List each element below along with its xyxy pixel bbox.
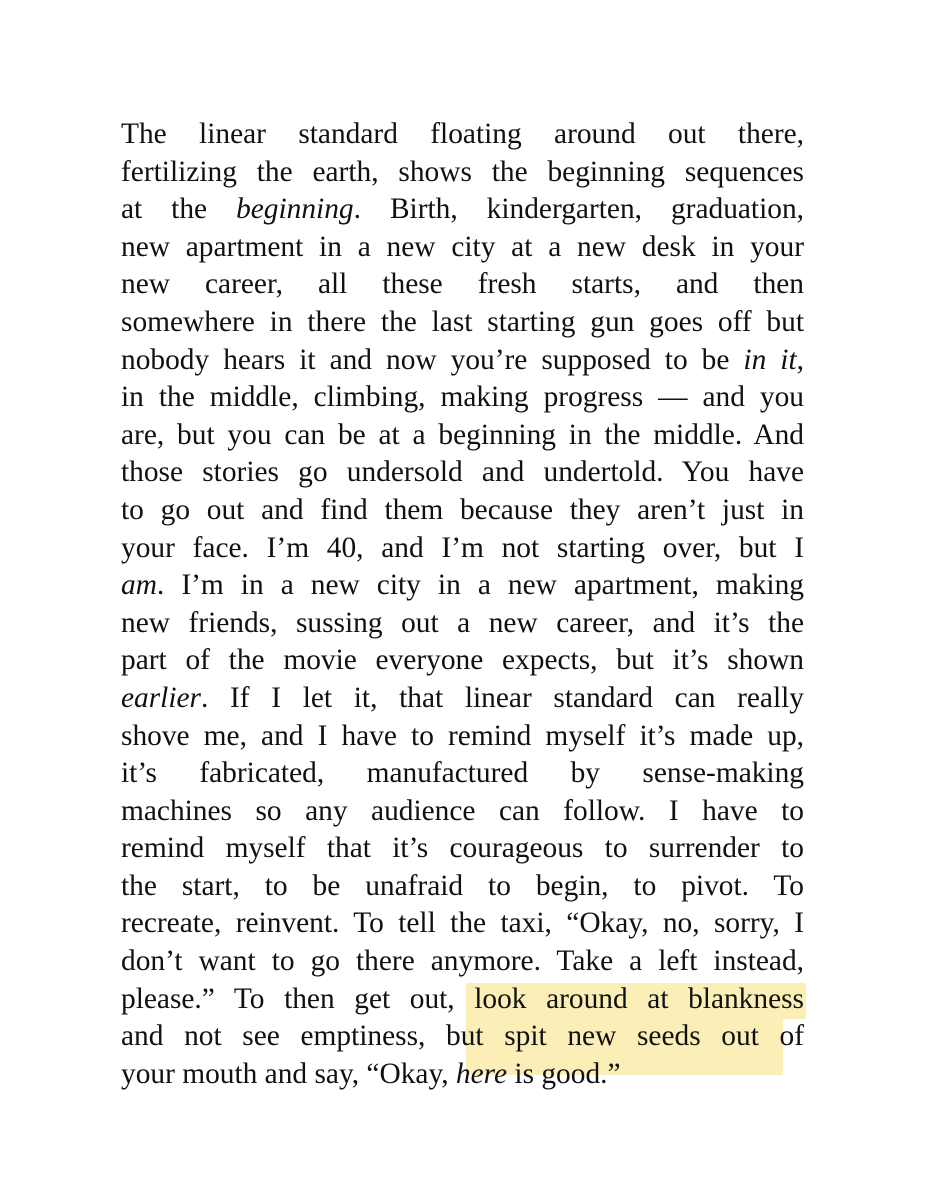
text-segment: in the middle, climbing, making progress — and you [121, 381, 804, 414]
text-segment: . Birth, kindergarten, graduation, [353, 193, 805, 226]
text-line [121, 266, 804, 304]
text-segment: those stories go undersold and undertold. You have [121, 456, 804, 489]
text-line [121, 605, 804, 643]
text-segment: the start, to be unafraid to begin, to pivot. To [121, 869, 804, 902]
text-segment: at the [121, 193, 237, 226]
text-segment: part of the movie everyone expects, but it’s shown [121, 644, 804, 677]
text-line [121, 567, 804, 605]
text-segment: nobody hears it and now you’re supposed to be [121, 343, 744, 376]
text-line [121, 154, 804, 192]
text-line [121, 191, 804, 229]
text-line [121, 868, 804, 906]
text-segment: new apartment in a new city at a new desk in your [121, 230, 804, 263]
text-segment: shove me, and I have to remind myself it’s made up, [121, 719, 804, 752]
text-line [121, 342, 804, 380]
text-segment: new career, all these fresh starts, and then [121, 268, 804, 301]
text-line [121, 1056, 804, 1094]
text-segment: please.” To then get out, look around at blankness [121, 982, 804, 1015]
text-segment: don’t want to go there anymore. Take a left instead, [121, 945, 804, 978]
text-line [121, 905, 804, 943]
text-line [121, 116, 804, 154]
text-line [121, 1018, 804, 1056]
text-segment: and not see emptiness, but spit new seeds out of [121, 1020, 804, 1053]
text-line [121, 755, 804, 793]
text-segment: is good.” [507, 1057, 621, 1090]
italic-text: beginning [236, 193, 354, 226]
italic-text: am [121, 569, 157, 602]
text-segment: new friends, sussing out a new career, and it’s the [121, 606, 804, 639]
text-segment: machines so any audience can follow. I have to [121, 794, 804, 827]
text-line [121, 229, 804, 267]
text-segment: remind myself that it’s courageous to surrender to [121, 832, 804, 865]
text-segment: your mouth and say, “Okay, [121, 1057, 456, 1090]
body-paragraph [121, 116, 804, 1093]
text-line [121, 417, 804, 455]
text-line [121, 718, 804, 756]
text-line [121, 943, 804, 981]
text-line [121, 793, 804, 831]
text-segment: The linear standard floating around out there, [121, 118, 804, 150]
text-line [121, 454, 804, 492]
text-line [121, 530, 804, 568]
text-segment: are, but you can be at a beginning in the middle. And [121, 418, 804, 451]
text-segment: it’s fabricated, manufactured by sense-making [121, 757, 804, 790]
italic-text: earlier [121, 681, 201, 714]
text-line [121, 642, 804, 680]
italic-text: in it [743, 343, 797, 376]
text-segment: . If I let it, that linear standard can really [201, 681, 804, 714]
text-line [121, 492, 804, 530]
text-line [121, 981, 804, 1019]
text-segment: your face. I’m 40, and I’m not starting over, but I [121, 531, 804, 564]
text-segment: recreate, reinvent. To tell the taxi, “Okay, no, sorry, I [121, 907, 804, 940]
text-segment: , [796, 343, 804, 376]
text-line [121, 304, 804, 342]
text-segment: fertilizing the earth, shows the beginning sequences [121, 155, 804, 188]
text-segment: to go out and find them because they aren’t just in [121, 493, 804, 526]
text-line [121, 830, 804, 868]
text-segment: . I’m in a new city in a new apartment, making [156, 569, 804, 602]
italic-text: here [455, 1057, 508, 1090]
text-line [121, 379, 804, 417]
text-line [121, 680, 804, 718]
text-segment: somewhere in there the last starting gun goes off but [121, 305, 804, 338]
